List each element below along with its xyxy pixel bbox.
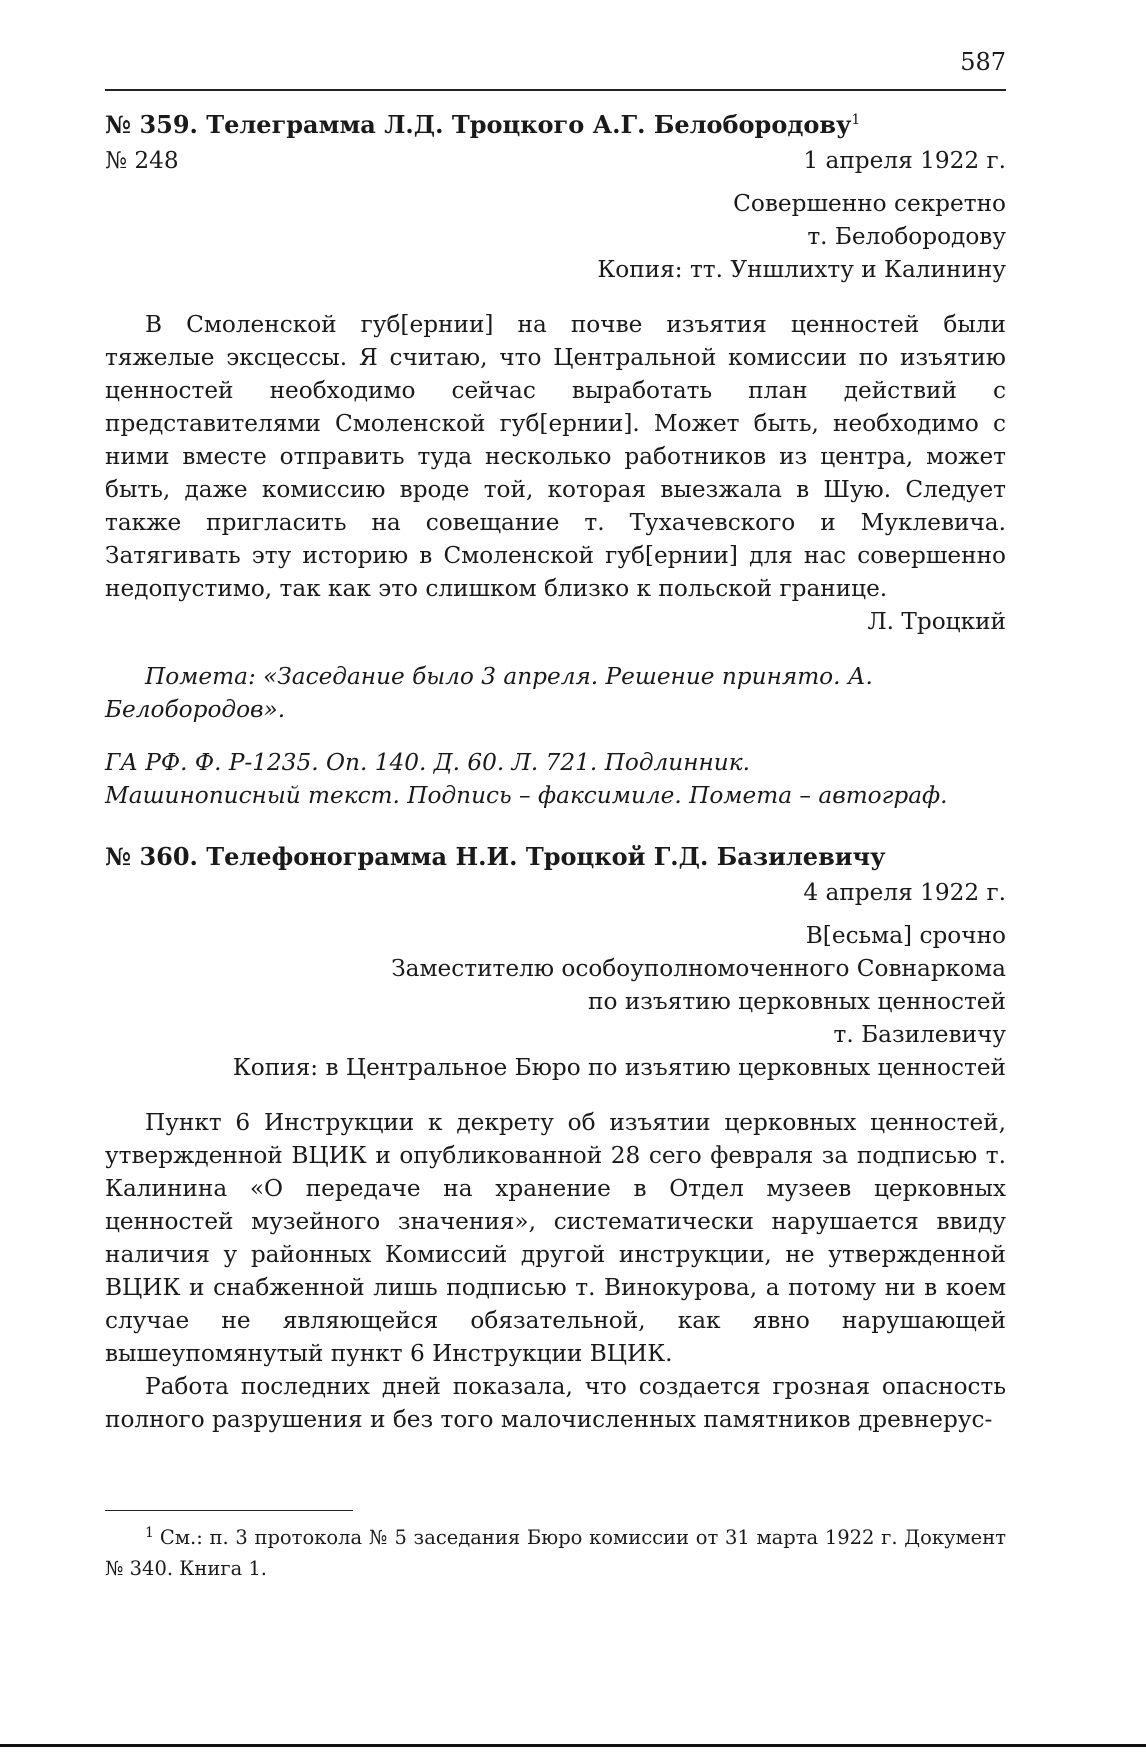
secrecy-mark: Совершенно секретно [733,190,1006,217]
document-title [105,108,1006,142]
document-number: № 248 [105,147,179,174]
addressee: Заместителю особоуполномоченного Совнаркома [391,955,1006,982]
document-meta [105,144,1006,177]
body-paragraph: Пункт 6 Инструкции к декрету об изъятии церковных ценностей, утвержденной ВЦИК и опубликованной 28 сего февраля за подписью т. Калинина «О передаче на хранение в Отдел музеев церковных ценностей музейного значения», систематически нарушается ввиду наличия у районных Комиссий другой инструкции, не утвержденной ВЦИК и снабженной лишь подписью т. Винокурова, а потому ни в коем случае не являющейся обязательной, как явно нарушающей вышеупомянутый пункт 6 Инструкции ВЦИК. [105,1109,1006,1367]
document-body [105,308,1006,605]
footnote-text: См.: п. 3 протокола № 5 заседания Бюро комиссии от 31 марта 1922 г. Документ № 340. Книга 1. [105,1526,1006,1580]
addressee-block [105,919,1006,1084]
annotation-note: Помета: «Заседание было 3 апреля. Решение принято. А. Белобородов». [105,663,873,723]
addressee: по изъятию церковных ценностей [588,988,1006,1015]
body-paragraph: Работа последних дней показала, что создается грозная опасность полного разрушения и без того малочисленных памятников древнерус- [105,1373,1006,1433]
copy-to: Копия: в Центральное Бюро по изъятию церковных ценностей [232,1054,1006,1081]
body-paragraph: В Смоленской губ[ернии] на почве изъятия ценностей были тяжелые эксцессы. Я считаю, что Центральной комиссии по изъятию ценностей необходимо сейчас выработать план действий с представителями Смоленской губ[ернии]. Может быть, необходимо с ними вместе отправить туда несколько работников из центра, может быть, даже комиссию вроде той, которая выезжала в Шую. Следует также пригласить на совещание т. Тухачевского и Муклевича. Затягивать эту историю в Смоленской губ[ернии] для нас совершенно недопустимо, так как это слишком близко к польской границе. [105,311,1006,602]
archive-reference [105,746,1006,812]
document-date: 1 апреля 1922 г. [803,147,1006,174]
footnote-reference: 1 [851,112,861,128]
urgency-mark: В[есьма] срочно [805,922,1006,949]
archive-line: ГА РФ. Ф. Р-1235. Оп. 140. Д. 60. Л. 721. Подлинник. [105,749,750,776]
page-content [105,108,1006,1436]
footnote-mark: 1 [145,1525,154,1541]
document-359 [105,108,1006,812]
footnote [105,1522,1006,1584]
footnote-separator [105,1510,353,1511]
archive-line: Машинописный текст. Подпись – факсимиле. Помета – автограф. [105,782,948,809]
document-title-text: № 359. Телеграмма Л.Д. Троцкого А.Г. Белобородову [105,110,852,139]
addressee-block [105,187,1006,286]
document-360 [105,840,1006,1436]
header-rule [105,89,1006,91]
copy-to: Копия: тт. Уншлихту и Калинину [597,256,1006,283]
document-date: 4 апреля 1922 г. [803,879,1006,906]
page-bottom-edge [0,1744,1146,1747]
document-title: № 360. Телефонограмма Н.И. Троцкой Г.Д. Базилевичу [105,842,886,871]
addressee: т. Базилевичу [833,1021,1006,1048]
signature: Л. Троцкий [867,608,1006,635]
document-body [105,1106,1006,1436]
page-number: 587 [960,48,1006,76]
addressee: т. Белобородову [807,223,1006,250]
